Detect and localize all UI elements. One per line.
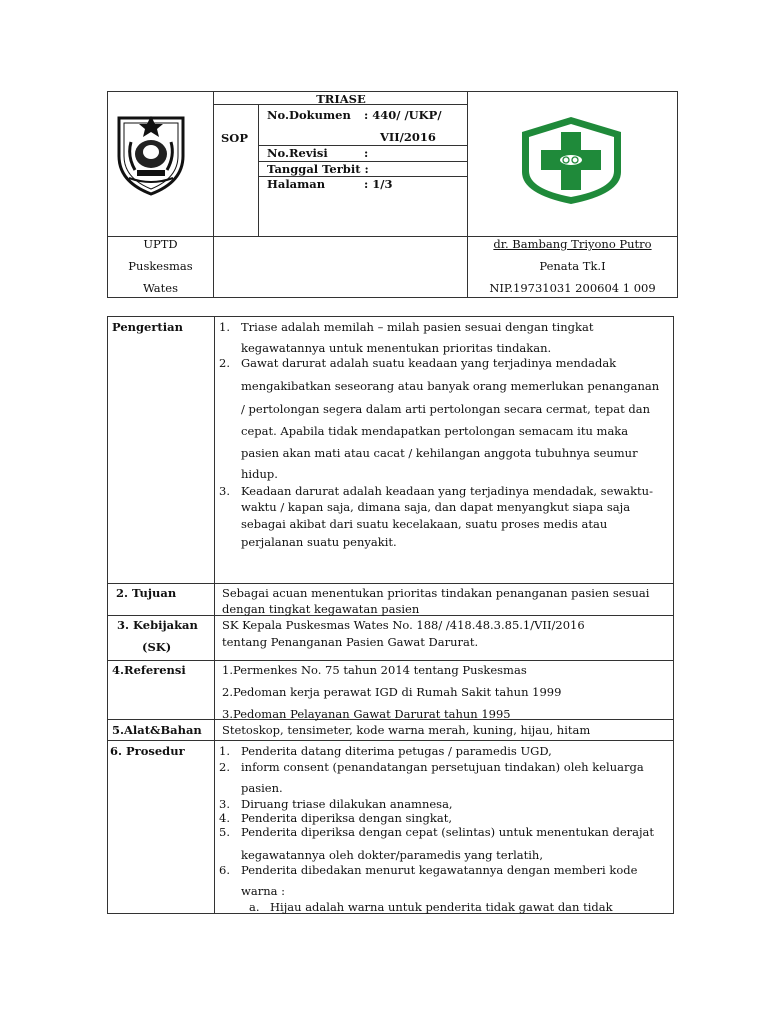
prosedur-sub-text: Hijau adalah warna untuk penderita tidak gawat dan tidak <box>270 900 613 914</box>
alat-label: 5.Alat&Bahan <box>112 723 202 737</box>
pengertian-3-line-1: Keadaan darurat adalah keadaan yang terjadinya mendadak, sewaktu- <box>241 484 653 498</box>
pengertian-num-1: 1. <box>219 320 230 334</box>
signer-nip: NIP.19731031 200604 1 009 <box>489 281 656 295</box>
prosedur-4-line-1: Penderita diperiksa dengan singkat, <box>241 811 452 825</box>
kebijakan-line-1: SK Kepala Puskesmas Wates No. 188/ /418.48.3.85.1/VII/2016 <box>222 618 585 632</box>
org-line-3: Wates <box>142 281 178 295</box>
pengertian-3-line-4: perjalanan suatu penyakit. <box>241 535 397 549</box>
prosedur-label: 6. Prosedur <box>110 744 185 758</box>
prosedur-1-line-1: Penderita datang diterima petugas / paramedis UGD, <box>241 744 552 758</box>
pengertian-2-line-1: Gawat darurat adalah suatu keadaan yang terjadinya mendadak <box>241 356 617 370</box>
prosedur-6-line-2: warna : <box>241 884 285 898</box>
prosedur-2-line-2: pasien. <box>241 781 283 795</box>
published-label: Tanggal Terbit : <box>267 162 369 176</box>
pengertian-num-3: 3. <box>219 484 230 498</box>
puskesmas-cross-icon <box>517 114 626 207</box>
prosedur-sub-num: a. <box>249 900 260 914</box>
page-value: : 1/3 <box>364 177 393 191</box>
kebijakan-line-2: tentang Penanganan Pasien Gawat Darurat. <box>222 635 479 649</box>
sop-label: SOP <box>221 131 248 145</box>
pengertian-2-line-6: hidup. <box>241 467 278 481</box>
pengertian-3-line-3: sebagai akibat dari suatu kecelakaan, suatu proses medis atau <box>241 517 608 531</box>
tujuan-label: 2. Tujuan <box>116 586 177 600</box>
prosedur-6-line-1: Penderita dibedakan menurut kegawatannya dengan memberi kode <box>241 863 638 877</box>
page-label: Halaman <box>267 177 326 191</box>
prosedur-5-line-1: Penderita diperiksa dengan cepat (selintas) untuk menentukan derajat <box>241 825 655 839</box>
referensi-line-1: 1.Permenkes No. 75 tahun 2014 tentang Puskesmas <box>222 663 527 677</box>
kebijakan-label: 3. Kebijakan <box>117 618 198 632</box>
prosedur-2-line-1: inform consent (penandatangan persetujuan tindakan) oleh keluarga <box>241 760 644 774</box>
signer-rank: Penata Tk.I <box>539 259 606 273</box>
org-line-2: Puskesmas <box>128 259 193 273</box>
kebijakan-label-sk: (SK) <box>142 640 172 654</box>
doc-no-value: : 440/ /UKP/ <box>364 108 442 122</box>
signer-name: dr. Bambang Triyono Putro <box>493 237 652 251</box>
pengertian-2-line-4: cepat. Apabila tidak mendapatkan pertolongan semacam itu maka <box>241 424 629 438</box>
pengertian-3-line-2: waktu / kapan saja, dimana saja, dan dapat menyangkut siapa saja <box>241 500 631 514</box>
pengertian-2-line-5: pasien akan mati atau cacat / kehilangan anggota tubuhnya seumur <box>241 446 638 460</box>
pengertian-1-line-2: kegawatannya untuk menentukan prioritas tindakan. <box>241 341 552 355</box>
alat-text: Stetoskop, tensimeter, kode warna merah, kuning, hijau, hitam <box>222 723 591 737</box>
tujuan-line-2: dengan tingkat kegawatan pasien <box>222 602 420 616</box>
prosedur-num-6: 6. <box>219 863 230 877</box>
pengertian-num-2: 2. <box>219 356 230 370</box>
regency-crest-icon <box>113 112 189 196</box>
prosedur-num-4: 4. <box>219 811 230 825</box>
prosedur-num-5: 5. <box>219 825 230 839</box>
prosedur-num-3: 3. <box>219 797 230 811</box>
pengertian-1-line-1: Triase adalah memilah – milah pasien sesuai dengan tingkat <box>241 320 594 334</box>
prosedur-5-line-2: kegawatannya oleh dokter/paramedis yang terlatih, <box>241 848 543 862</box>
referensi-line-2: 2.Pedoman kerja perawat IGD di Rumah Sakit tahun 1999 <box>222 685 562 699</box>
referensi-label: 4.Referensi <box>112 663 186 677</box>
prosedur-3-line-1: Diruang triase dilakukan anamnesa, <box>241 797 453 811</box>
doc-no-label: No.Dokumen <box>267 108 351 122</box>
prosedur-num-1: 1. <box>219 744 230 758</box>
tujuan-line-1: Sebagai acuan menentukan prioritas tindakan penanganan pasien sesuai <box>222 586 650 600</box>
pengertian-2-line-3: / pertolongan segera dalam arti pertolongan secara cermat, tepat dan <box>241 402 651 416</box>
pengertian-2-line-2: mengakibatkan seseorang atau banyak orang memerlukan penanganan <box>241 379 660 393</box>
pengertian-label: Pengertian <box>112 320 183 334</box>
org-line-1: UPTD <box>143 237 178 251</box>
document-title: TRIASE <box>316 92 366 106</box>
prosedur-num-2: 2. <box>219 760 230 774</box>
revision-label: No.Revisi <box>267 146 328 160</box>
doc-no-value-2: VII/2016 <box>380 130 436 144</box>
referensi-line-3: 3.Pedoman Pelayanan Gawat Darurat tahun 1995 <box>222 707 511 721</box>
revision-value: : <box>364 146 369 160</box>
